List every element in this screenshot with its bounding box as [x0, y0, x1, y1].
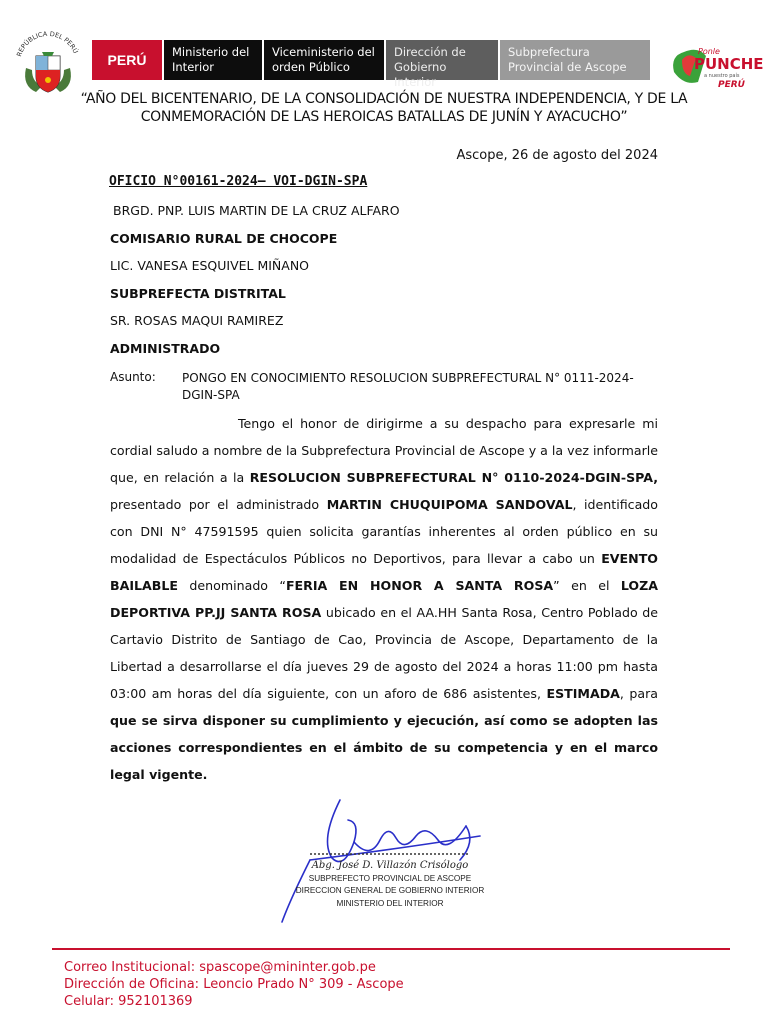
recipient-line: COMISARIO RURAL DE CHOCOPE — [110, 231, 338, 246]
footer-phone: Celular: 952101369 — [64, 994, 193, 1009]
ponle-punche-peru-logo — [668, 42, 764, 90]
body-text: , identificado con DNI N° 47591595 quien solicita garantías inherentes al orden público en su modalidad de Espectáculos Públicos no Deportivos, para llevar a cabo un — [110, 497, 658, 566]
direction-label: Dirección de Gobierno Interior — [384, 40, 498, 80]
body-emphasis: EVENTO BAILABLE — [110, 551, 658, 593]
subprefecture-label: Subprefectura Provincial de Ascope — [498, 40, 650, 80]
svg-text:a nuestro país: a nuestro país — [704, 73, 740, 79]
body-text: ubicado en el AA.HH Santa Rosa, Centro Poblado de Cartavio Distrito de Santiago de Cao, Provincia de Ascope, Departamento de la Libertad a desarrollarse el día jueves 29 de agosto del 2024 a horas 11:00 pm hasta 03:00 am horas del día siguiente, con un aforo de 686 asistentes, — [110, 605, 659, 701]
oficio-number: OFICIO N°00161-2024– VOI-DGIN-SPA — [109, 174, 368, 189]
signer-office: DIRECCION GENERAL DE GOBIERNO INTERIOR — [295, 886, 485, 895]
body-emphasis: FERIA EN HONOR A SANTA ROSA — [285, 578, 554, 593]
body-emphasis: RESOLUCION SUBPREFECTURAL N° 0110-2024-DGIN-SPA, — [249, 470, 658, 485]
subject-label: Asunto: — [110, 370, 156, 384]
recipient-line: LIC. VANESA ESQUIVEL MIÑANO — [110, 258, 310, 273]
body-text: Tengo el honor de dirigirme a su despacho para expresarle mi cordial saludo a nombre de la Subprefectura Provincial de Ascope y a la vez informarle que, en relación a la — [110, 416, 658, 485]
signer-name: Abg. José D. Villazón Crisólogo — [311, 860, 469, 871]
footer-divider — [52, 948, 730, 950]
body-text: presentado por el administrado — [110, 497, 327, 512]
signature-stamp — [270, 780, 510, 930]
svg-text:PUNCHE: PUNCHE — [694, 55, 764, 73]
svg-text:REPÚBLICA DEL PERÚ: REPÚBLICA DEL PERÚ — [15, 29, 80, 58]
svg-text:Ponle: Ponle — [698, 47, 720, 56]
signer-ministry: MINISTERIO DEL INTERIOR — [336, 899, 444, 908]
recipient-line: SUBPREFECTA DISTRITAL — [110, 286, 286, 301]
body-emphasis: LOZA DEPORTIVA PP.JJ SANTA ROSA — [110, 578, 659, 620]
year-motto: “AÑO DEL BICENTENARIO, DE LA CONSOLIDACIÓN DE NUESTRA INDEPENDENCIA, Y DE LA CONMEMORACIÓN DE LAS HEROICAS BATALLAS DE JUNÍN Y AYACUCHO” — [80, 91, 688, 125]
document-date: Ascope, 26 de agosto del 2024 — [456, 148, 658, 163]
body-text: , para — [619, 686, 658, 701]
signer-title: SUBPREFECTO PROVINCIAL DE ASCOPE — [308, 874, 472, 883]
body-emphasis: que se sirva disponer su cumplimiento y ejecución, así como se adopten las acciones correspondientes en el ámbito de su competencia y en el marco legal vigente. — [110, 713, 658, 782]
footer-email: Correo Institucional: spascope@mininter.gob.pe — [64, 960, 376, 975]
body-text: denominado “ — [178, 578, 286, 593]
recipient-line: SR. ROSAS MAQUI RAMIREZ — [110, 313, 284, 328]
government-header-bar — [92, 40, 650, 89]
peru-label: PERÚ — [92, 40, 162, 80]
footer-address: Dirección de Oficina: Leoncio Prado N° 309 - Ascope — [64, 977, 404, 992]
svg-text:PERÚ: PERÚ — [718, 80, 745, 90]
body-text: ” en el — [553, 578, 621, 593]
letter-body — [110, 410, 658, 788]
ministry-label: Ministerio del Interior — [162, 40, 262, 80]
body-emphasis: MARTIN CHUQUIPOMA SANDOVAL — [326, 497, 573, 512]
recipient-line: BRGD. PNP. LUIS MARTIN DE LA CRUZ ALFARO — [113, 203, 400, 218]
viceministry-label: Viceministerio del orden Público — [262, 40, 384, 80]
subject-text: PONGO EN CONOCIMIENTO RESOLUCION SUBPREFECTURAL N° 0111-2024-DGIN-SPA — [182, 371, 634, 402]
body-emphasis: ESTIMADA — [546, 686, 620, 701]
recipient-line: ADMINISTRADO — [110, 341, 221, 356]
